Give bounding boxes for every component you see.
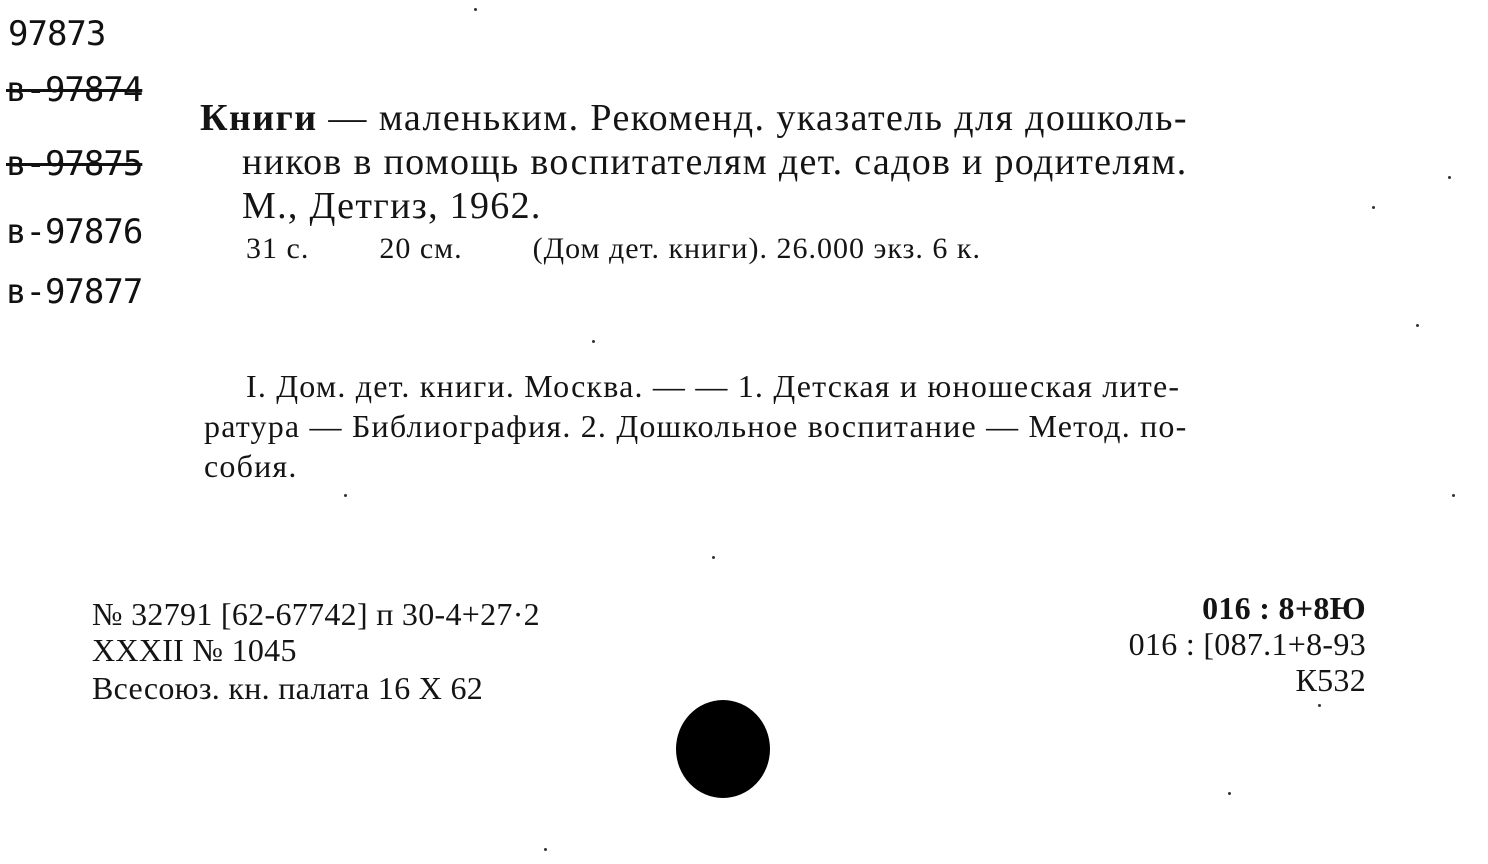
scan-speck [1452,494,1455,497]
entry-title-rest: — маленьким. Рекоменд. указатель для дошколь- [317,97,1188,139]
entry-title: Книги [200,97,318,139]
inventory-number: в-97877 [6,272,143,312]
scan-speck [1228,792,1231,795]
scan-speck [474,8,477,11]
collation-size: 20 см. [379,232,463,265]
scan-speck [344,494,347,497]
collation-series: (Дом дет. книги). 26.000 экз. 6 к. [532,232,981,265]
inventory-number: в-97876 [6,212,143,252]
scan-speck [712,556,715,559]
scan-speck [592,340,595,343]
subject-line-2: ратура — Библиография. 2. Дошкольное воспитание — Метод. по- [204,408,1188,444]
entry-title-line [200,96,1188,140]
scan-speck [544,848,547,851]
scan-speck [1416,324,1419,327]
author-mark: К532 [1295,662,1366,698]
classification-1: 016 : 8+8Ю [1202,590,1366,626]
entry-collation [246,232,981,266]
entry-imprint: М., Детгиз, 1962. [242,185,542,227]
inventory-number: 97873 [8,14,106,54]
inventory-number-struck: в-97875 [6,144,143,184]
card-number-line: № 32791 [62-67742] п 30-4+27·2 [92,596,540,632]
collation-pages: 31 с. [246,232,310,265]
subject-line-3: собия. [204,448,298,484]
punch-hole [676,700,770,798]
inventory-number-struck: в-97874 [6,70,143,110]
scan-speck [1448,176,1451,179]
scan-speck [1318,704,1321,707]
subject-line-1: I. Дом. дет. книги. Москва. — — 1. Детская и юношеская лите- [246,368,1181,404]
classification-2: 016 : [087.1+8-93 [1128,626,1366,662]
card-publisher-line: Всесоюз. кн. палата 16 X 62 [92,670,484,706]
entry-line-2: ников в помощь воспитателям дет. садов и родителям. [242,141,1188,183]
card-series-line: XXXII № 1045 [92,632,297,668]
scan-speck [1372,206,1375,209]
